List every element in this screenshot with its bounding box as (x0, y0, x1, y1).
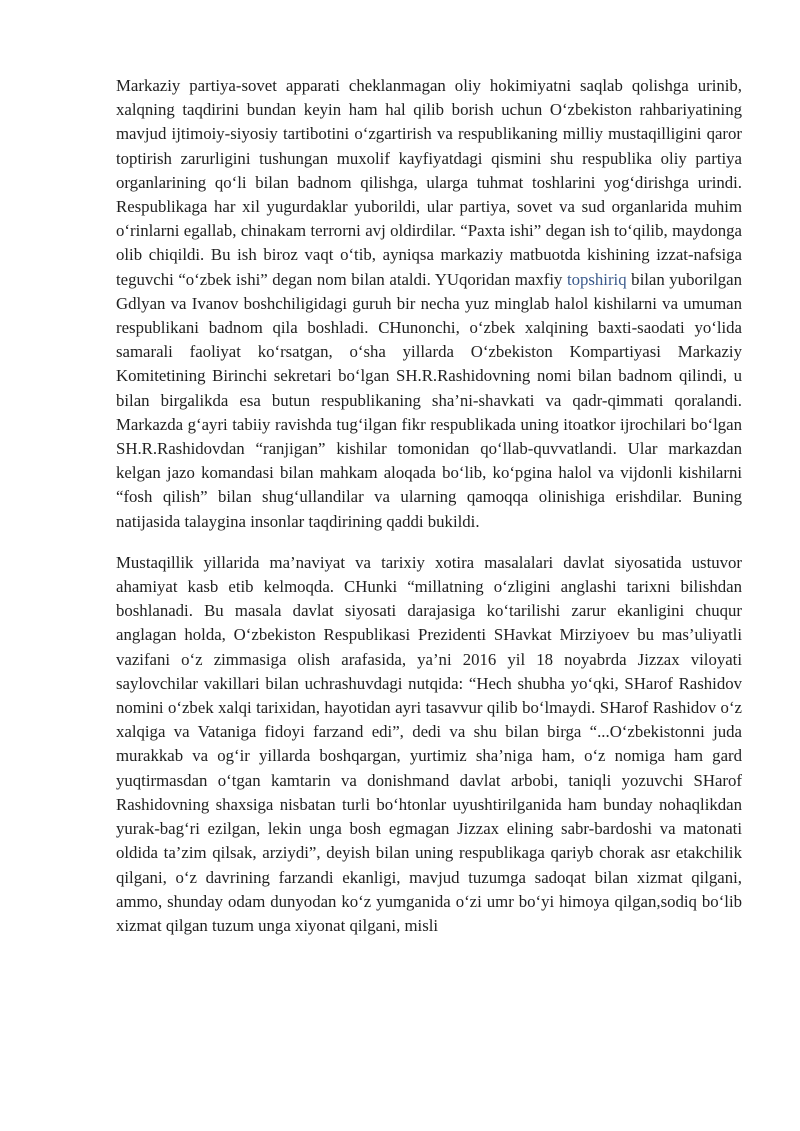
paragraph-2: Mustaqillik yillarida ma’naviyat va tarixiy xotira masalalari davlat siyosatida ustuvor ahamiyat kasb etib kelmoqda. CHunki “millatning o‘zligini anglashi tarixni bilishdan boshlanadi. Bu masala davlat siyosati darajasiga ko‘tarilishi zarur ekanligini chuqur anglagan holda, O‘zbekiston Respublikasi Prezidenti SHavkat Mirziyoev bu mas’uliyatli vazifani o‘z zimmasiga olish arafasida, ya’ni 2016 yil 18 noyabrda Jizzax viloyati saylovchilar vakillari bilan uchrashuvdagi nutqida: “Hech shubha yo‘qki, SHarof Rashidov nomini o‘zbek xalqi tarixidan, hayotidan ayri tasavvur qilib bo‘lmaydi. SHarof Rashidov o‘z xalqiga va Vataniga fidoyi farzand edi”, dedi va shu bilan birga “...O‘zbekistonni juda murakkab va og‘ir yillarda boshqargan, yurtimiz sha’niga ham, o‘z nomiga ham gard yuqtirmasdan o‘tgan kamtarin va donishmand davlat arbobi, taniqli yozuvchi SHarof Rashidovning shaxsiga nisbatan turli bo‘htonlar uyushtirilganida ham bunday nohaqlikdan yurak-bag‘ri ezilgan, lekin unga bosh egmagan Jizzax elining sabr-bardoshi va matonati oldida ta’zim qilsak, arziydi”, deyish bilan uning respublikaga qariyb chorak asr etakchilik qilgani, o‘z davrining farzandi ekanligi, mavjud tuzumga sadoqat bilan xizmat qilgani, ammo, shunday odam dunyodan ko‘z yumganida o‘zi umr bo‘yi himoya qilgan,sodiq bo‘lib xizmat qilgan tuzum unga xiyonat qilgani, misli (116, 552, 742, 935)
document-page (116, 74, 742, 955)
paragraph-1-text-start: Markaziy partiya-sovet apparati cheklanmagan oliy hokimiyatni saqlab qolishga urinib, xalqning taqdirini bundan keyin ham hal qilib borish uchun O‘zbekiston rahbariyatining mavjud ijtimoiy-siyosiy tartibotini o‘zgartirish va respublikaning milliy mustaqilligini qaror toptirish zarurligini tushungan muxolif kayfiyatdagi qismini shu respublika oliy partiya organlarining qo‘li bilan badnom qilishga, ularga tuhmat toshlarini yog‘dirishga urindi. Respublikaga har xil yugurdaklar yuborildi, ular partiya, sovet va sud organlarida muhim o‘rinlarni egallab, chinakam terrorni avj oldirdilar. “Paxta ishi” degan ish to‘qilib, maydonga olib chiqildi. Bu ish biroz vaqt o‘tib, ayniqsa markaziy matbuotda kishining izzat-nafsiga teguvchi “o‘zbek ishi” degan nom bilan ataldi. YUqoridan maxfiy (116, 76, 742, 289)
paragraph-1 (116, 74, 742, 534)
paragraph-1-text-end: bilan yuborilgan Gdlyan va Ivanov boshchiligidagi guruh bir necha yuz minglab halol kishilarni va umuman respublikani badnom qila boshladi. CHunonchi, o‘zbek xalqining baxti-saodati yo‘lida samarali faoliyat ko‘rsatgan, o‘sha yillarda O‘zbekiston Kompartiyasi Markaziy Komitetining Birinchi sekretari bo‘lgan SH.R.Rashidovning nomi bilan badnom qilindi, u bilan birgalikda esa butun respublikaning sha’ni-shavkati va qadr-qimmati qoralandi. Markazda g‘ayri tabiiy ravishda tug‘ilgan fikr respublikada uning itoatkor ijrochilari bo‘lgan SH.R.Rashidovdan “ranjigan” kishilar tomonidan qo‘llab-quvvatlandi. Ular markazdan kelgan jazo komandasi bilan mahkam aloqada bo‘lib, ko‘pgina halol va vijdonli kishilarni “fosh qilish” bilan shug‘ullandilar va ularning qamoqqa olinishiga erishdilar. Buning natijasida talaygina insonlar taqdirining qaddi bukildi. (116, 269, 742, 531)
topshiriq-link[interactable]: topshiriq (566, 269, 627, 289)
